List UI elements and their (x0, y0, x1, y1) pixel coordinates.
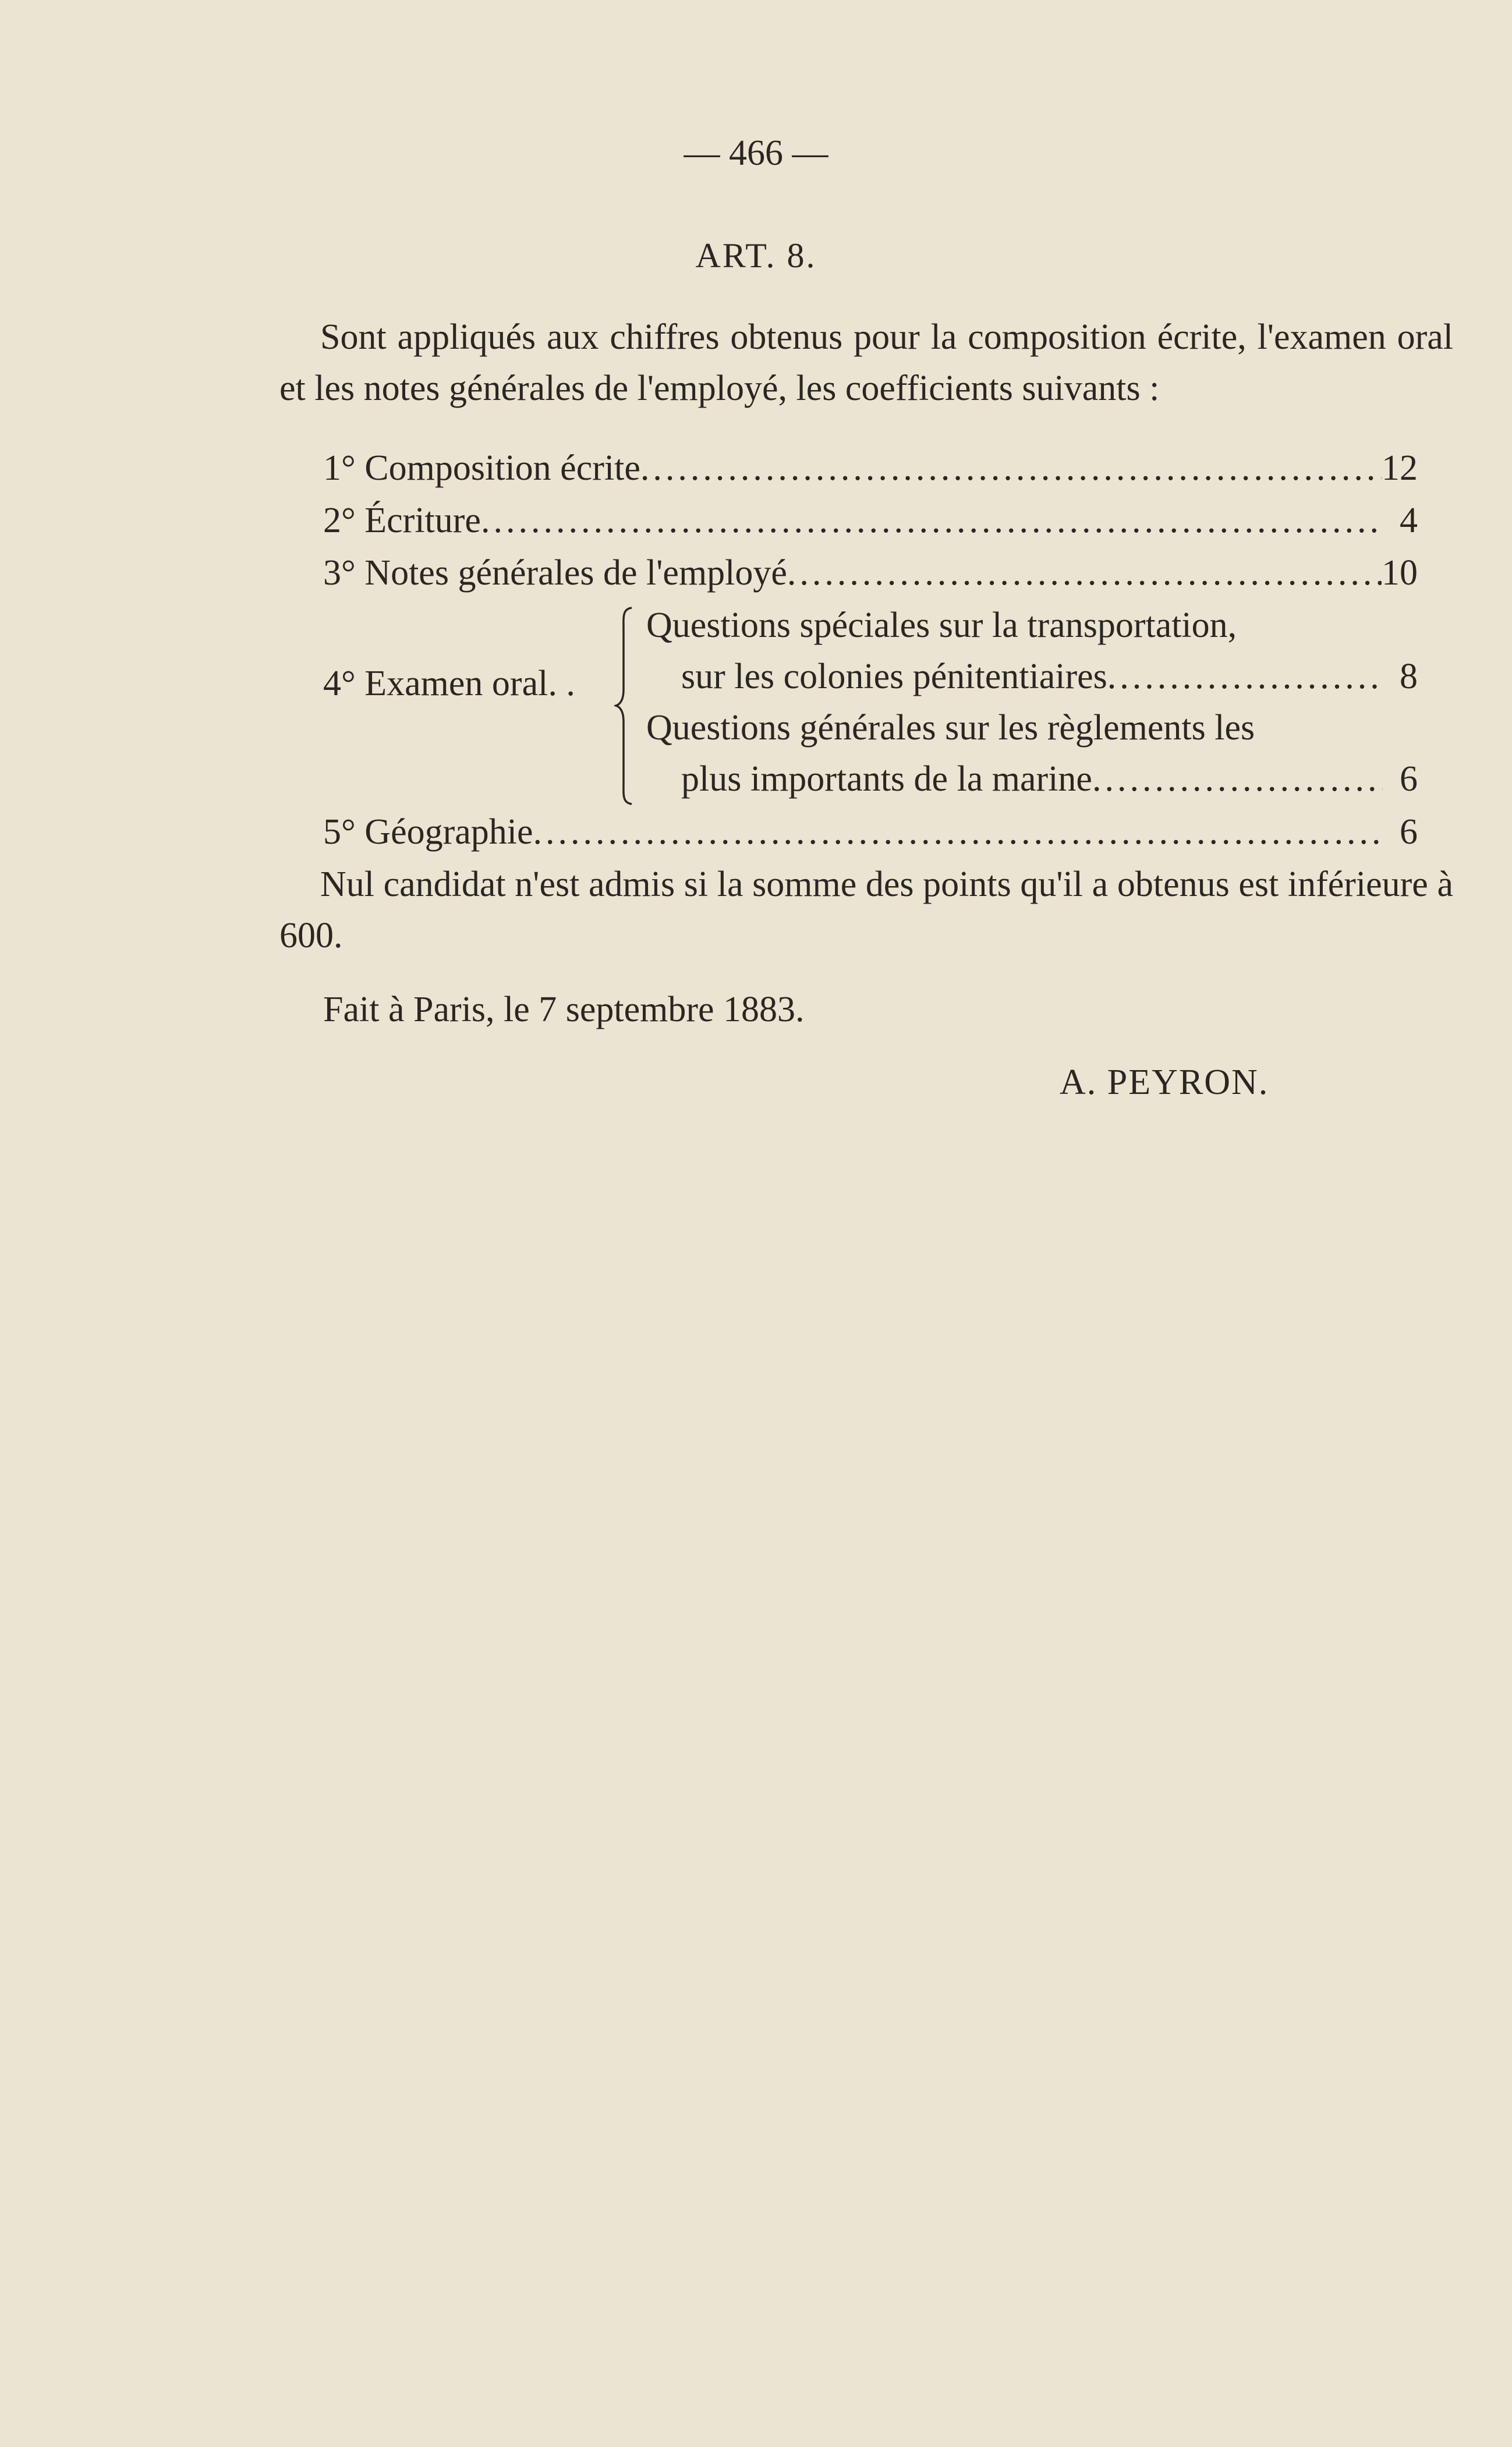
examen-oral-label: 4° Examen oral. . (323, 664, 575, 703)
coefficient-label: 3° Notes générales de l'employé (323, 553, 787, 593)
oral-line-1 (646, 600, 1418, 651)
coefficient-label: 2° Écriture (323, 501, 481, 540)
oral-line-text: Questions spéciales sur la transportation, (646, 605, 1237, 645)
coefficient-row-geographie (323, 806, 1418, 858)
dot-leader (1107, 651, 1383, 702)
coefficient-row-composition (323, 442, 1418, 494)
closing-paragraph: Nul candidat n'est admis si la somme des points qu'il a obtenus est inférieure à 600. (279, 865, 1453, 955)
dot-leader (640, 442, 1382, 494)
coefficient-value: 6 (1400, 759, 1418, 799)
oral-line-text: plus importants de la marine (681, 759, 1092, 799)
oral-line-3 (646, 702, 1418, 753)
dot-leader (533, 806, 1383, 858)
oral-line-text: Questions générales sur les règlements les (646, 708, 1255, 748)
dot-leader (787, 547, 1382, 599)
coefficient-value: 10 (1382, 553, 1418, 593)
oral-line-text: sur les colonies pénitentiaires (681, 657, 1107, 696)
coefficient-value: 4 (1400, 501, 1418, 540)
coefficient-value: 6 (1400, 812, 1418, 852)
page-number: — 466 — (684, 133, 828, 173)
intro-paragraph: Sont appliqués aux chiffres obtenus pour la composition écrite, l'examen oral et les notes générales de l'employé, les coefficients suivants : (279, 317, 1453, 408)
oral-line-4 (681, 753, 1418, 805)
dot-leader (1092, 753, 1383, 805)
coefficient-label: 1° Composition écrite (323, 448, 640, 488)
oral-line-2 (681, 651, 1418, 702)
curly-brace-icon (614, 605, 635, 806)
signature: A. PEYRON. (1060, 1063, 1269, 1102)
date-line: Fait à Paris, le 7 septembre 1883. (323, 990, 805, 1029)
coefficient-row-notes (323, 547, 1418, 599)
coefficient-value: 12 (1382, 448, 1418, 488)
coefficient-label: 5° Géographie (323, 812, 533, 852)
coefficient-row-ecriture (323, 495, 1418, 546)
coefficient-value: 8 (1400, 657, 1418, 696)
article-heading: ART. 8. (695, 236, 817, 275)
dot-leader (481, 495, 1383, 546)
